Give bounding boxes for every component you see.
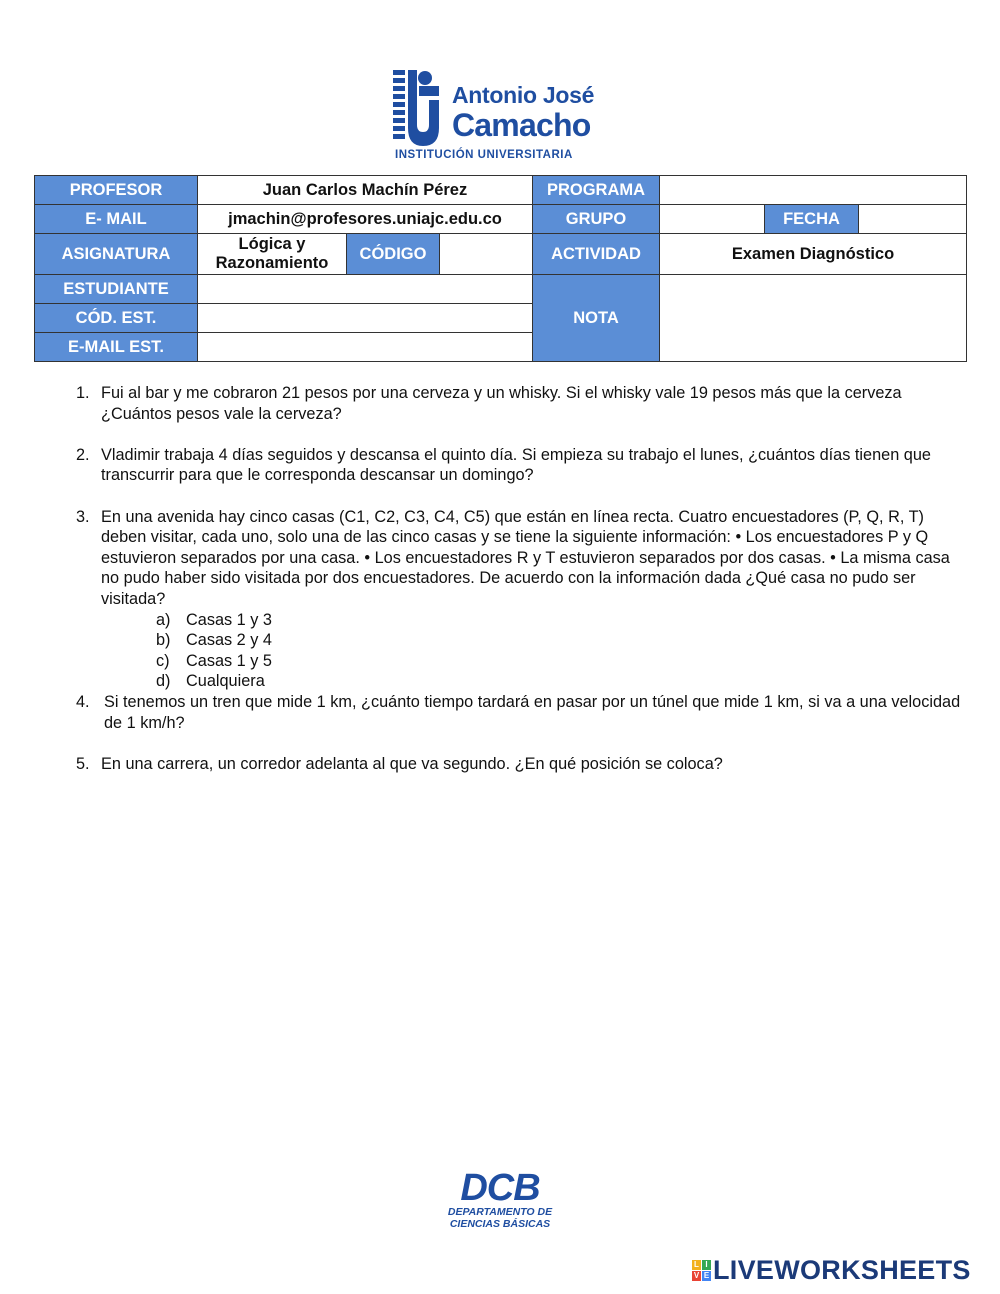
estudiante-label: ESTUDIANTE bbox=[35, 275, 198, 304]
row-email bbox=[35, 205, 967, 234]
email-est-label: E-MAIL EST. bbox=[35, 333, 198, 362]
question-number: 2. bbox=[76, 445, 90, 464]
question-list bbox=[76, 383, 971, 774]
institution-subtitle: INSTITUCIÓN UNIVERSITARIA bbox=[395, 149, 573, 161]
institution-name-line2: Camacho bbox=[452, 107, 591, 143]
institution-name bbox=[452, 84, 594, 141]
asignatura-value: Lógica y Razonamiento bbox=[198, 234, 347, 275]
option-letter: d) bbox=[156, 672, 171, 691]
dcb-logo bbox=[430, 1167, 570, 1230]
exam-header-table bbox=[34, 175, 967, 362]
grupo-field[interactable] bbox=[660, 205, 765, 234]
answer-option-d[interactable] bbox=[76, 671, 971, 692]
answer-option-c[interactable] bbox=[76, 651, 971, 672]
question-3 bbox=[76, 507, 971, 610]
option-text: Cualquiera bbox=[186, 672, 265, 691]
email-value: jmachin@profesores.uniajc.edu.co bbox=[198, 205, 533, 234]
question-number: 4. bbox=[76, 692, 90, 711]
question-text: Vladimir trabaja 4 días seguidos y descansa el quinto día. Si empieza su trabajo el lunes, ¿cuántos días tienen que transcurrir para que le corresponda descansar un domingo? bbox=[101, 445, 931, 485]
institution-logo bbox=[393, 68, 613, 164]
answer-option-b[interactable] bbox=[76, 630, 971, 651]
question-number: 3. bbox=[76, 507, 90, 526]
profesor-label: PROFESOR bbox=[35, 176, 198, 205]
option-letter: b) bbox=[156, 631, 171, 650]
codigo-field[interactable] bbox=[440, 234, 533, 275]
liveworksheets-icon: L I V E bbox=[693, 1259, 710, 1280]
option-letter: a) bbox=[156, 610, 171, 629]
programa-field[interactable] bbox=[660, 176, 967, 205]
actividad-value: Examen Diagnóstico bbox=[660, 234, 967, 275]
nota-field[interactable] bbox=[660, 275, 967, 362]
cod-est-label: CÓD. EST. bbox=[35, 304, 198, 333]
email-est-field[interactable] bbox=[198, 333, 533, 362]
answer-option-a[interactable] bbox=[76, 610, 971, 631]
dcb-logo-text: DCB bbox=[460, 1167, 540, 1209]
fecha-field[interactable] bbox=[859, 205, 967, 234]
grupo-label: GRUPO bbox=[533, 205, 660, 234]
email-label: E- MAIL bbox=[35, 205, 198, 234]
question-text: En una carrera, un corredor adelanta al que va segundo. ¿En qué posición se coloca? bbox=[101, 754, 723, 773]
nota-label: NOTA bbox=[533, 275, 660, 362]
dcb-line2: CIENCIAS BÁSICAS bbox=[449, 1218, 551, 1230]
row-profesor bbox=[35, 176, 967, 205]
dcb-line1: DEPARTAMENTO DE bbox=[447, 1206, 553, 1218]
question-4 bbox=[76, 692, 971, 733]
liveworksheets-watermark bbox=[692, 1253, 971, 1287]
profesor-value: Juan Carlos Machín Pérez bbox=[198, 176, 533, 205]
question-1 bbox=[76, 383, 971, 424]
question-text: Fui al bar y me cobraron 21 pesos por una cerveza y un whisky. Si el whisky vale 19 pesos más que la cerveza ¿Cuántos pesos vale la cerveza? bbox=[101, 384, 902, 423]
question-5 bbox=[76, 754, 971, 775]
estudiante-field[interactable] bbox=[198, 275, 533, 304]
question-2 bbox=[76, 445, 971, 486]
institution-name-line1: Antonio José bbox=[452, 82, 595, 108]
uniajc-emblem-icon bbox=[393, 70, 441, 150]
cod-est-field[interactable] bbox=[198, 304, 533, 333]
fecha-label: FECHA bbox=[765, 205, 859, 234]
option-text: Casas 2 y 4 bbox=[186, 631, 272, 650]
row-asignatura bbox=[35, 234, 967, 275]
row-estudiante bbox=[35, 275, 967, 304]
option-text: Casas 1 y 3 bbox=[186, 610, 272, 629]
question-number: 5. bbox=[76, 754, 90, 773]
programa-label: PROGRAMA bbox=[533, 176, 660, 205]
asignatura-label: ASIGNATURA bbox=[35, 234, 198, 275]
codigo-label: CÓDIGO bbox=[347, 234, 440, 275]
question-number: 1. bbox=[76, 384, 90, 402]
option-letter: c) bbox=[156, 651, 170, 670]
question-text: Si tenemos un tren que mide 1 km, ¿cuánto tiempo tardará en pasar por un túnel que mide 1 km, si va a una velocidad de 1 km/h? bbox=[104, 692, 961, 732]
option-text: Casas 1 y 5 bbox=[186, 651, 272, 670]
liveworksheets-text: LIVEWORKSHEETS bbox=[713, 1254, 971, 1285]
actividad-label: ACTIVIDAD bbox=[533, 234, 660, 275]
question-text: En una avenida hay cinco casas (C1, C2, C3, C4, C5) que están en línea recta. Cuatro encuestadores (P, Q, R, T) deben visitar, cada uno, solo una de las cinco casas y se tiene la siguiente información: • Los encuestadores P y Q estuvieron separados por una casa. • Los encuestadores R y T estuvieron separados por dos casas. • La misma casa no pudo haber sido visitada por dos encuestadores. De acuerdo con la información dada ¿Qué casa no pudo ser visitada? bbox=[101, 507, 950, 608]
